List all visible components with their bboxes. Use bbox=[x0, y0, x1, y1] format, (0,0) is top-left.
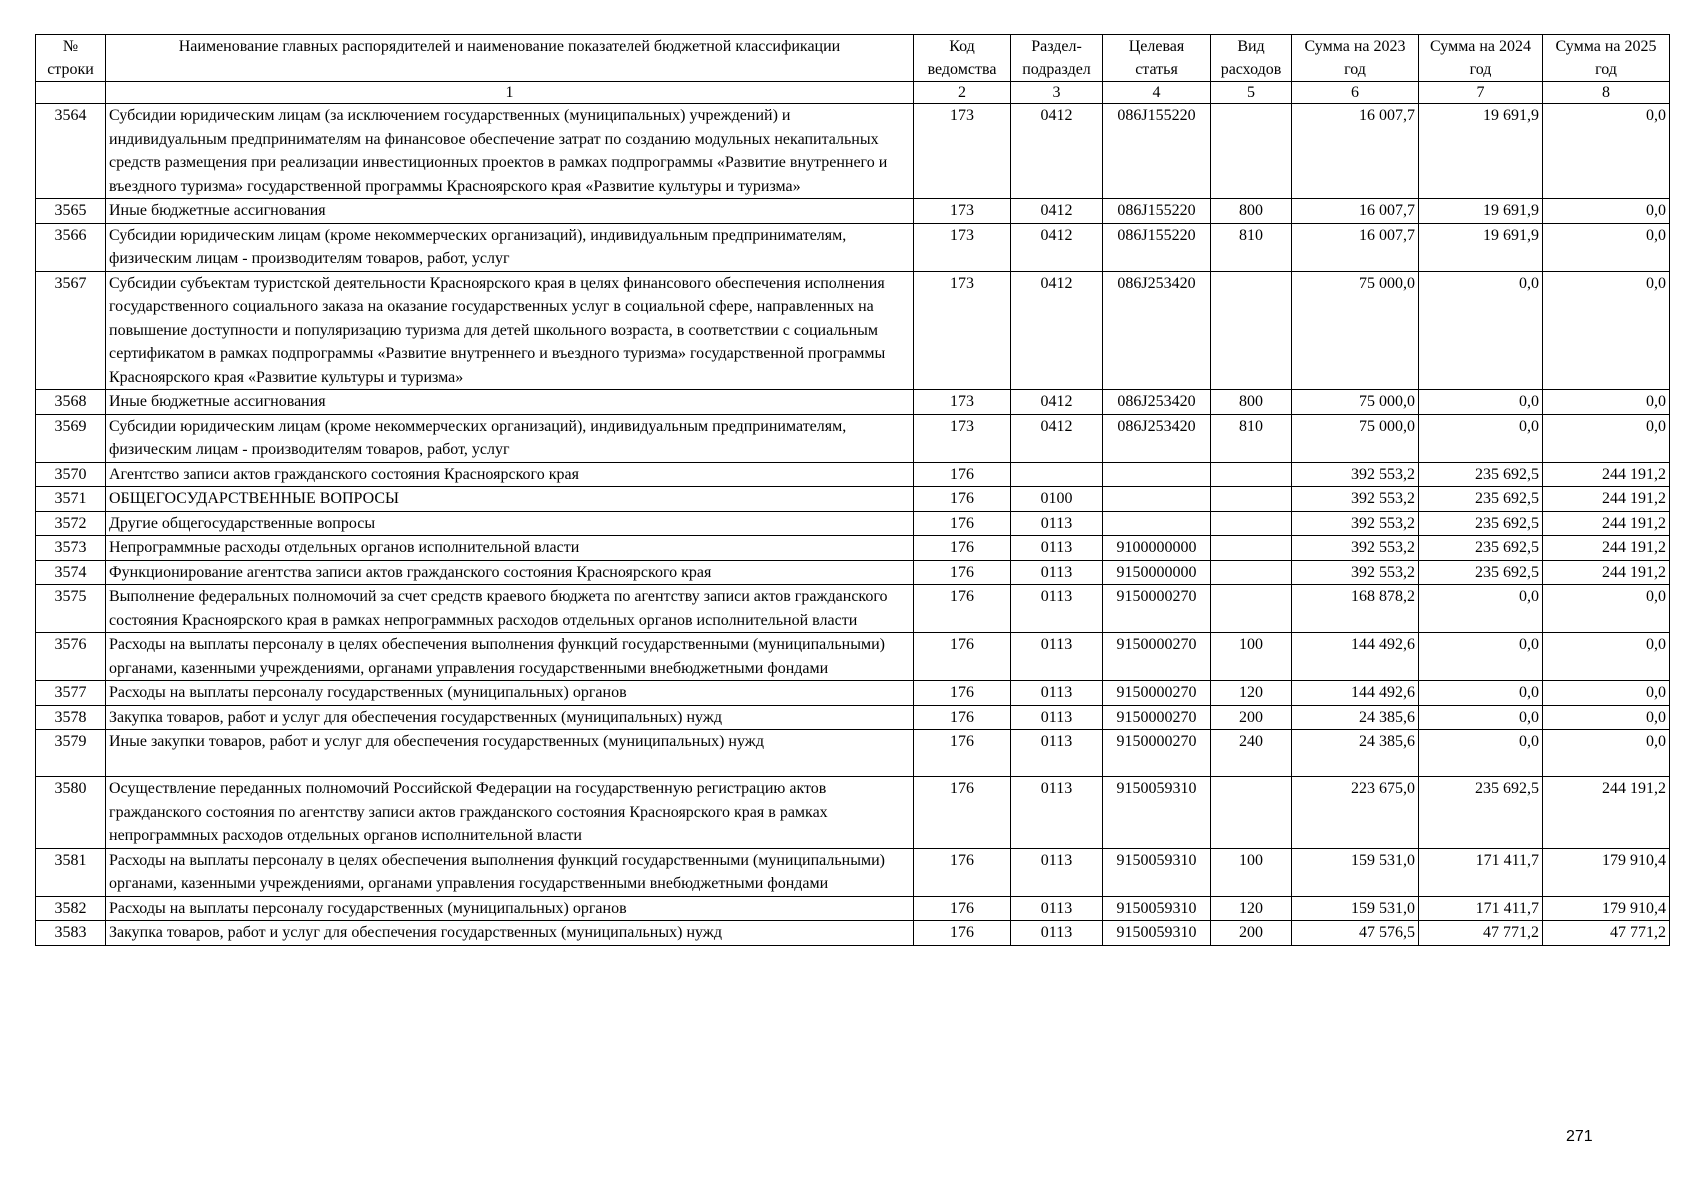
row-dept-code: 176 bbox=[914, 633, 1011, 681]
table-row bbox=[36, 585, 1670, 633]
row-number: 3570 bbox=[36, 462, 106, 487]
row-name: Осуществление переданных полномочий Российской Федерации на государственную регистрацию актов гражданского состояния по агентству записи актов гражданского состояния Красноярского края в рамках непрограммных расходов отдельных органов исполнительной власти bbox=[106, 777, 914, 849]
row-expense-type bbox=[1211, 487, 1292, 512]
row-target: 9150000270 bbox=[1103, 730, 1211, 777]
row-sum-2025: 0,0 bbox=[1543, 633, 1670, 681]
budget-table bbox=[35, 34, 1670, 946]
row-dept-code: 176 bbox=[914, 462, 1011, 487]
table-row bbox=[36, 896, 1670, 921]
row-name: Иные закупки товаров, работ и услуг для обеспечения государственных (муниципальных) нужд bbox=[106, 730, 914, 777]
row-sum-2025: 244 191,2 bbox=[1543, 536, 1670, 561]
row-number: 3576 bbox=[36, 633, 106, 681]
row-section: 0113 bbox=[1011, 536, 1103, 561]
table-row bbox=[36, 921, 1670, 946]
row-number: 3582 bbox=[36, 896, 106, 921]
row-target: 9150000000 bbox=[1103, 560, 1211, 585]
table-row bbox=[36, 271, 1670, 390]
row-sum-2024: 47 771,2 bbox=[1419, 921, 1543, 946]
table-row bbox=[36, 487, 1670, 512]
row-section: 0113 bbox=[1011, 848, 1103, 896]
row-sum-2023: 159 531,0 bbox=[1292, 896, 1419, 921]
row-sum-2024: 0,0 bbox=[1419, 585, 1543, 633]
row-expense-type: 810 bbox=[1211, 223, 1292, 271]
row-sum-2023: 392 553,2 bbox=[1292, 560, 1419, 585]
row-sum-2023: 16 007,7 bbox=[1292, 104, 1419, 199]
row-expense-type: 200 bbox=[1211, 921, 1292, 946]
row-target: 086J155220 bbox=[1103, 223, 1211, 271]
row-target: 086J253420 bbox=[1103, 414, 1211, 462]
table-row bbox=[36, 223, 1670, 271]
column-number bbox=[36, 82, 106, 104]
row-sum-2024: 235 692,5 bbox=[1419, 536, 1543, 561]
row-sum-2025: 0,0 bbox=[1543, 271, 1670, 390]
table-row bbox=[36, 560, 1670, 585]
header-sum-2025: Сумма на 2025 год bbox=[1543, 35, 1670, 82]
row-dept-code: 176 bbox=[914, 511, 1011, 536]
row-expense-type: 100 bbox=[1211, 848, 1292, 896]
row-target: 086J253420 bbox=[1103, 390, 1211, 415]
row-dept-code: 173 bbox=[914, 271, 1011, 390]
row-name: Выполнение федеральных полномочий за счет средств краевого бюджета по агентству записи актов гражданского состояния Красноярского края в рамках непрограммных расходов отдельных органов исполнительной власти bbox=[106, 585, 914, 633]
row-dept-code: 173 bbox=[914, 390, 1011, 415]
row-section: 0412 bbox=[1011, 271, 1103, 390]
row-dept-code: 173 bbox=[914, 223, 1011, 271]
row-name: Расходы на выплаты персоналу в целях обеспечения выполнения функций государственными (муниципальными) органами, казенными учреждениями, органами управления государственными внебюджетными фондами bbox=[106, 633, 914, 681]
row-sum-2024: 171 411,7 bbox=[1419, 896, 1543, 921]
column-number: 5 bbox=[1211, 82, 1292, 104]
row-sum-2024: 235 692,5 bbox=[1419, 777, 1543, 849]
row-sum-2023: 223 675,0 bbox=[1292, 777, 1419, 849]
row-sum-2024: 0,0 bbox=[1419, 633, 1543, 681]
row-sum-2025: 244 191,2 bbox=[1543, 560, 1670, 585]
row-expense-type bbox=[1211, 777, 1292, 849]
row-expense-type: 200 bbox=[1211, 705, 1292, 730]
row-sum-2024: 235 692,5 bbox=[1419, 511, 1543, 536]
row-sum-2025: 179 910,4 bbox=[1543, 896, 1670, 921]
row-sum-2023: 168 878,2 bbox=[1292, 585, 1419, 633]
row-target: 9150000270 bbox=[1103, 705, 1211, 730]
row-dept-code: 173 bbox=[914, 104, 1011, 199]
row-name: Непрограммные расходы отдельных органов исполнительной власти bbox=[106, 536, 914, 561]
row-sum-2025: 0,0 bbox=[1543, 730, 1670, 777]
row-target bbox=[1103, 511, 1211, 536]
row-target: 9100000000 bbox=[1103, 536, 1211, 561]
row-target: 9150059310 bbox=[1103, 896, 1211, 921]
row-sum-2025: 244 191,2 bbox=[1543, 511, 1670, 536]
row-expense-type: 800 bbox=[1211, 199, 1292, 224]
row-expense-type bbox=[1211, 585, 1292, 633]
row-target: 086J155220 bbox=[1103, 199, 1211, 224]
row-sum-2023: 392 553,2 bbox=[1292, 536, 1419, 561]
row-section: 0412 bbox=[1011, 199, 1103, 224]
row-sum-2023: 75 000,0 bbox=[1292, 390, 1419, 415]
row-sum-2025: 0,0 bbox=[1543, 414, 1670, 462]
row-name: Расходы на выплаты персоналу государственных (муниципальных) органов bbox=[106, 681, 914, 706]
row-name: Расходы на выплаты персоналу государственных (муниципальных) органов bbox=[106, 896, 914, 921]
row-sum-2023: 24 385,6 bbox=[1292, 730, 1419, 777]
row-target: 086J253420 bbox=[1103, 271, 1211, 390]
row-section: 0412 bbox=[1011, 414, 1103, 462]
header-name: Наименование главных распорядителей и наименование показателей бюджетной классификации bbox=[106, 35, 914, 82]
row-number: 3573 bbox=[36, 536, 106, 561]
row-name: Иные бюджетные ассигнования bbox=[106, 199, 914, 224]
row-sum-2023: 47 576,5 bbox=[1292, 921, 1419, 946]
row-name: Субсидии юридическим лицам (кроме некоммерческих организаций), индивидуальным предпринимателям, физическим лицам - производителям товаров, работ, услуг bbox=[106, 223, 914, 271]
row-number: 3578 bbox=[36, 705, 106, 730]
row-target: 9150059310 bbox=[1103, 777, 1211, 849]
row-dept-code: 173 bbox=[914, 199, 1011, 224]
row-target: 9150000270 bbox=[1103, 585, 1211, 633]
budget-sheet bbox=[35, 34, 1669, 946]
row-section: 0412 bbox=[1011, 390, 1103, 415]
row-sum-2025: 0,0 bbox=[1543, 390, 1670, 415]
row-sum-2023: 392 553,2 bbox=[1292, 462, 1419, 487]
row-sum-2025: 0,0 bbox=[1543, 705, 1670, 730]
row-dept-code: 176 bbox=[914, 896, 1011, 921]
row-section: 0113 bbox=[1011, 633, 1103, 681]
page-number: 271 bbox=[1566, 1128, 1593, 1145]
table-row bbox=[36, 199, 1670, 224]
row-name: Функционирование агентства записи актов гражданского состояния Красноярского края bbox=[106, 560, 914, 585]
row-sum-2024: 235 692,5 bbox=[1419, 487, 1543, 512]
row-target: 9150000270 bbox=[1103, 681, 1211, 706]
column-number: 3 bbox=[1011, 82, 1103, 104]
row-number: 3577 bbox=[36, 681, 106, 706]
row-sum-2023: 24 385,6 bbox=[1292, 705, 1419, 730]
row-dept-code: 176 bbox=[914, 487, 1011, 512]
table-row bbox=[36, 681, 1670, 706]
row-section: 0113 bbox=[1011, 777, 1103, 849]
row-number: 3575 bbox=[36, 585, 106, 633]
row-target: 9150059310 bbox=[1103, 848, 1211, 896]
row-sum-2024: 0,0 bbox=[1419, 271, 1543, 390]
row-sum-2025: 244 191,2 bbox=[1543, 777, 1670, 849]
table-body bbox=[36, 104, 1670, 946]
row-name: Закупка товаров, работ и услуг для обеспечения государственных (муниципальных) нужд bbox=[106, 921, 914, 946]
row-sum-2023: 75 000,0 bbox=[1292, 414, 1419, 462]
row-expense-type: 800 bbox=[1211, 390, 1292, 415]
row-name: Субсидии юридическим лицам (за исключением государственных (муниципальных) учреждений) и индивидуальным предпринимателям на финансовое обеспечение затрат по созданию модульных некапитальных средств размещения при реализации инвестиционных проектов в рамках подпрограммы «Развитие внутреннего и въездного туризма» государственной программы Красноярского края «Развитие культуры и туризма» bbox=[106, 104, 914, 199]
row-expense-type bbox=[1211, 462, 1292, 487]
row-number: 3564 bbox=[36, 104, 106, 199]
row-section: 0113 bbox=[1011, 681, 1103, 706]
header-expense-type: Вид расходов bbox=[1211, 35, 1292, 82]
row-expense-type: 100 bbox=[1211, 633, 1292, 681]
row-number: 3574 bbox=[36, 560, 106, 585]
row-expense-type: 810 bbox=[1211, 414, 1292, 462]
row-sum-2025: 0,0 bbox=[1543, 223, 1670, 271]
row-sum-2024: 171 411,7 bbox=[1419, 848, 1543, 896]
table-header-row bbox=[36, 35, 1670, 82]
row-sum-2025: 244 191,2 bbox=[1543, 487, 1670, 512]
table-row bbox=[36, 104, 1670, 199]
row-expense-type: 240 bbox=[1211, 730, 1292, 777]
table-row bbox=[36, 633, 1670, 681]
row-name: ОБЩЕГОСУДАРСТВЕННЫЕ ВОПРОСЫ bbox=[106, 487, 914, 512]
table-row bbox=[36, 777, 1670, 849]
row-sum-2024: 19 691,9 bbox=[1419, 223, 1543, 271]
row-dept-code: 176 bbox=[914, 560, 1011, 585]
header-row-no: № строки bbox=[36, 35, 106, 82]
column-number: 7 bbox=[1419, 82, 1543, 104]
row-sum-2025: 0,0 bbox=[1543, 104, 1670, 199]
row-section bbox=[1011, 462, 1103, 487]
row-number: 3571 bbox=[36, 487, 106, 512]
row-sum-2023: 16 007,7 bbox=[1292, 223, 1419, 271]
row-number: 3565 bbox=[36, 199, 106, 224]
row-expense-type bbox=[1211, 511, 1292, 536]
row-expense-type bbox=[1211, 536, 1292, 561]
header-sum-2024: Сумма на 2024 год bbox=[1419, 35, 1543, 82]
row-sum-2023: 392 553,2 bbox=[1292, 487, 1419, 512]
row-sum-2024: 0,0 bbox=[1419, 390, 1543, 415]
row-dept-code: 176 bbox=[914, 848, 1011, 896]
header-sum-2023: Сумма на 2023 год bbox=[1292, 35, 1419, 82]
row-expense-type: 120 bbox=[1211, 896, 1292, 921]
row-sum-2025: 0,0 bbox=[1543, 585, 1670, 633]
row-section: 0113 bbox=[1011, 921, 1103, 946]
row-target: 9150000270 bbox=[1103, 633, 1211, 681]
row-dept-code: 176 bbox=[914, 705, 1011, 730]
row-sum-2025: 244 191,2 bbox=[1543, 462, 1670, 487]
row-number: 3581 bbox=[36, 848, 106, 896]
row-sum-2023: 16 007,7 bbox=[1292, 199, 1419, 224]
row-sum-2024: 19 691,9 bbox=[1419, 104, 1543, 199]
column-number: 4 bbox=[1103, 82, 1211, 104]
row-name: Иные бюджетные ассигнования bbox=[106, 390, 914, 415]
table-row bbox=[36, 705, 1670, 730]
row-number: 3572 bbox=[36, 511, 106, 536]
header-dept-code: Код ведомства bbox=[914, 35, 1011, 82]
column-number-row bbox=[36, 82, 1670, 104]
row-sum-2025: 179 910,4 bbox=[1543, 848, 1670, 896]
column-number: 8 bbox=[1543, 82, 1670, 104]
column-number: 6 bbox=[1292, 82, 1419, 104]
row-section: 0113 bbox=[1011, 705, 1103, 730]
row-section: 0113 bbox=[1011, 585, 1103, 633]
row-expense-type bbox=[1211, 271, 1292, 390]
row-target bbox=[1103, 487, 1211, 512]
row-dept-code: 173 bbox=[914, 414, 1011, 462]
row-section: 0113 bbox=[1011, 511, 1103, 536]
column-number: 2 bbox=[914, 82, 1011, 104]
row-expense-type bbox=[1211, 104, 1292, 199]
row-dept-code: 176 bbox=[914, 681, 1011, 706]
table-row bbox=[36, 390, 1670, 415]
row-name: Агентство записи актов гражданского состояния Красноярского края bbox=[106, 462, 914, 487]
row-sum-2024: 235 692,5 bbox=[1419, 560, 1543, 585]
row-name: Субсидии субъектам туристской деятельности Красноярского края в целях финансового обеспечения исполнения государственного социального заказа на оказание государственных услуг в социальной сфере, направленных на повышение доступности и популяризацию туризма для детей школьного возраста, в соответствии с социальным сертификатом в рамках подпрограммы «Развитие внутреннего и въездного туризма» государственной программы Красноярского края «Развитие культуры и туризма» bbox=[106, 271, 914, 390]
row-section: 0100 bbox=[1011, 487, 1103, 512]
row-name: Расходы на выплаты персоналу в целях обеспечения выполнения функций государственными (муниципальными) органами, казенными учреждениями, органами управления государственными внебюджетными фондами bbox=[106, 848, 914, 896]
row-number: 3566 bbox=[36, 223, 106, 271]
row-expense-type bbox=[1211, 560, 1292, 585]
row-sum-2025: 47 771,2 bbox=[1543, 921, 1670, 946]
row-target: 086J155220 bbox=[1103, 104, 1211, 199]
row-section: 0113 bbox=[1011, 896, 1103, 921]
row-section: 0412 bbox=[1011, 104, 1103, 199]
row-target: 9150059310 bbox=[1103, 921, 1211, 946]
row-name: Субсидии юридическим лицам (кроме некоммерческих организаций), индивидуальным предпринимателям, физическим лицам - производителям товаров, работ, услуг bbox=[106, 414, 914, 462]
row-dept-code: 176 bbox=[914, 536, 1011, 561]
row-sum-2023: 75 000,0 bbox=[1292, 271, 1419, 390]
row-number: 3568 bbox=[36, 390, 106, 415]
row-target bbox=[1103, 462, 1211, 487]
row-number: 3567 bbox=[36, 271, 106, 390]
row-section: 0412 bbox=[1011, 223, 1103, 271]
row-dept-code: 176 bbox=[914, 585, 1011, 633]
row-dept-code: 176 bbox=[914, 777, 1011, 849]
row-section: 0113 bbox=[1011, 730, 1103, 777]
row-sum-2024: 0,0 bbox=[1419, 414, 1543, 462]
row-section: 0113 bbox=[1011, 560, 1103, 585]
row-sum-2024: 235 692,5 bbox=[1419, 462, 1543, 487]
row-sum-2023: 159 531,0 bbox=[1292, 848, 1419, 896]
row-sum-2025: 0,0 bbox=[1543, 681, 1670, 706]
row-number: 3569 bbox=[36, 414, 106, 462]
row-dept-code: 176 bbox=[914, 921, 1011, 946]
row-sum-2023: 144 492,6 bbox=[1292, 633, 1419, 681]
table-row bbox=[36, 848, 1670, 896]
table-row bbox=[36, 511, 1670, 536]
table-row bbox=[36, 462, 1670, 487]
row-sum-2024: 19 691,9 bbox=[1419, 199, 1543, 224]
column-number: 1 bbox=[106, 82, 914, 104]
row-name: Закупка товаров, работ и услуг для обеспечения государственных (муниципальных) нужд bbox=[106, 705, 914, 730]
table-row bbox=[36, 414, 1670, 462]
row-number: 3579 bbox=[36, 730, 106, 777]
row-expense-type: 120 bbox=[1211, 681, 1292, 706]
row-sum-2024: 0,0 bbox=[1419, 730, 1543, 777]
row-sum-2024: 0,0 bbox=[1419, 705, 1543, 730]
row-sum-2023: 392 553,2 bbox=[1292, 511, 1419, 536]
row-sum-2025: 0,0 bbox=[1543, 199, 1670, 224]
table-row bbox=[36, 536, 1670, 561]
row-name: Другие общегосударственные вопросы bbox=[106, 511, 914, 536]
row-number: 3580 bbox=[36, 777, 106, 849]
row-dept-code: 176 bbox=[914, 730, 1011, 777]
header-section: Раздел-подраздел bbox=[1011, 35, 1103, 82]
table-row bbox=[36, 730, 1670, 777]
header-target: Целевая статья bbox=[1103, 35, 1211, 82]
row-sum-2023: 144 492,6 bbox=[1292, 681, 1419, 706]
row-number: 3583 bbox=[36, 921, 106, 946]
row-sum-2024: 0,0 bbox=[1419, 681, 1543, 706]
